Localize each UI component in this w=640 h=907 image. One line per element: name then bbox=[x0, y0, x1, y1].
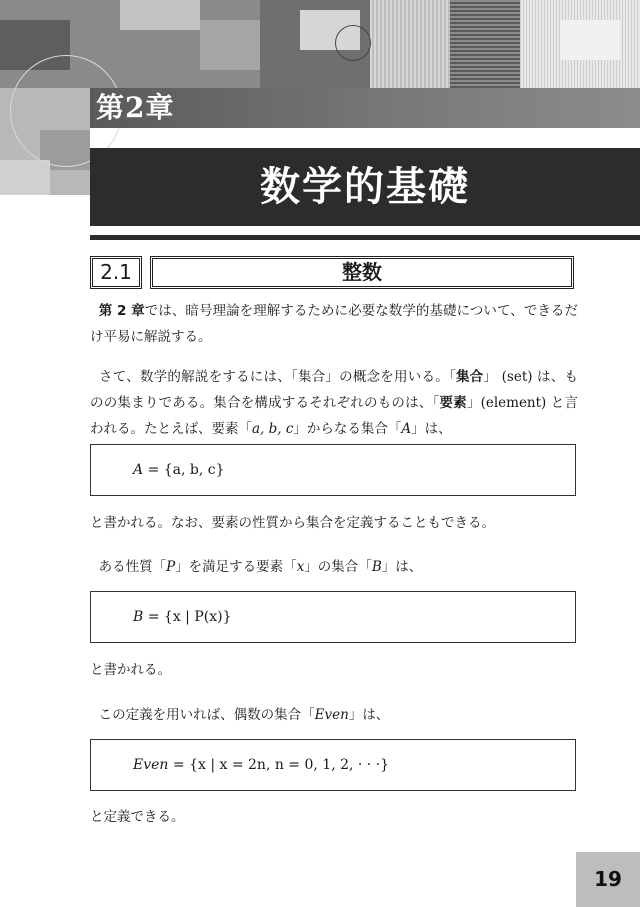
math-inline: A bbox=[401, 421, 412, 437]
paragraph-text: と定義できる。 bbox=[90, 809, 185, 825]
math-inline: a, b, c bbox=[252, 421, 294, 437]
chapter-label: 第2章 bbox=[96, 91, 175, 124]
paragraph-set-definition bbox=[90, 364, 578, 442]
math-lhs: Even bbox=[133, 757, 169, 773]
paragraph-text: では、暗号理論を理解するために必要な数学的基礎について、できるだけ平易に解説する。 bbox=[90, 303, 578, 345]
section-number: 2.1 bbox=[90, 256, 142, 289]
paragraph-text: と書かれる。なお、要素の性質から集合を定義することもできる。 bbox=[90, 515, 495, 531]
page-number: 19 bbox=[594, 867, 622, 891]
equation-box-2 bbox=[90, 591, 576, 643]
text-run: 」を満足する要素「 bbox=[175, 559, 297, 575]
paragraph-even bbox=[90, 702, 578, 728]
term-set: 集合 bbox=[455, 369, 484, 385]
equation-box-1 bbox=[90, 444, 576, 496]
math-lhs: A bbox=[133, 462, 144, 478]
math-rhs: = {x | x = 2n, n = 0, 1, 2, · · ·} bbox=[168, 757, 390, 773]
equation-box-3 bbox=[90, 739, 576, 791]
text-run: 」は、 bbox=[381, 559, 423, 575]
math-inline: P bbox=[166, 559, 176, 575]
text-run: ある性質「 bbox=[98, 559, 167, 575]
paragraph-text: と書かれる。 bbox=[90, 662, 171, 678]
math-inline: Even bbox=[314, 707, 349, 723]
text-run: 」(element) と言われる。たとえば、要素「 bbox=[90, 395, 579, 437]
equation-1 bbox=[133, 445, 225, 495]
math-inline: x bbox=[296, 559, 305, 575]
chapter-ref: 第 2 章 bbox=[98, 303, 145, 319]
text-run: さて、数学的解説をするには、「集合」の概念を用いる。「 bbox=[99, 369, 456, 385]
text-run: 」の集合「 bbox=[304, 559, 372, 575]
text-run: 」からなる集合「 bbox=[293, 421, 402, 437]
math-lhs: B bbox=[133, 609, 144, 625]
paragraph-property bbox=[90, 554, 578, 580]
section-title: 整数 bbox=[150, 256, 574, 289]
equation-2 bbox=[133, 592, 232, 642]
text-run: 」は、 bbox=[348, 707, 390, 723]
math-rhs: = {a, b, c} bbox=[143, 462, 225, 478]
text-run: 」 (set) は、ものの集まりである。集合を構成するそれぞれのものは、「 bbox=[90, 369, 579, 411]
math-rhs: = {x | P(x)} bbox=[143, 609, 232, 625]
term-element: 要素 bbox=[439, 395, 467, 411]
text-run: この定義を用いれば、偶数の集合「 bbox=[98, 707, 315, 723]
chapter-title: 数学的基礎 bbox=[260, 164, 470, 210]
text-run: 」は、 bbox=[411, 421, 452, 437]
equation-3 bbox=[133, 740, 389, 790]
math-inline: B bbox=[371, 559, 382, 575]
divider-rule bbox=[90, 235, 640, 240]
paragraph-intro bbox=[90, 298, 578, 350]
